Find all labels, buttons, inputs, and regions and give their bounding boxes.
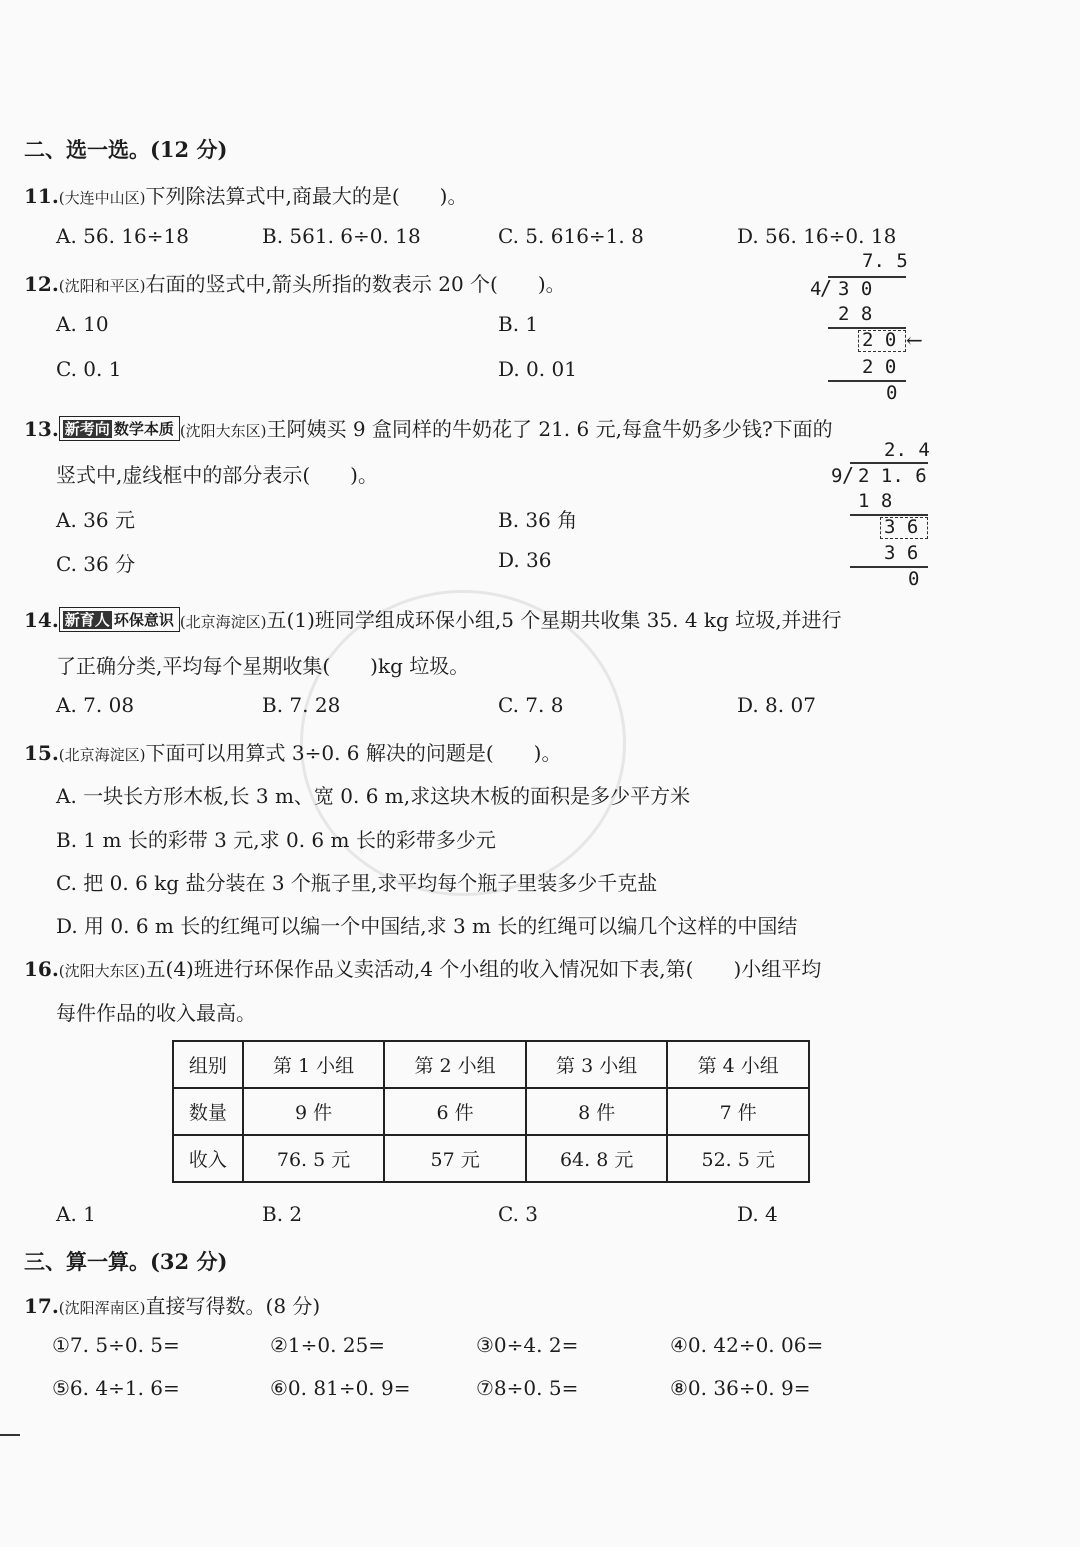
question-13-text-2: 竖式中,虚线框中的部分表示( )。: [56, 463, 378, 487]
question-number: 17.: [24, 1294, 59, 1318]
question-source: (北京海淀区): [58, 746, 146, 764]
division-step-1: 2 8: [838, 303, 873, 325]
q12-option-c: C. 0. 1: [56, 357, 122, 381]
q12-option-d: D. 0. 01: [498, 357, 577, 381]
division-final: 0: [886, 382, 898, 404]
calc-item-1: ①7. 5÷0. 5=: [52, 1333, 180, 1357]
margin-mark: [0, 1434, 20, 1436]
division-divisor: 4: [810, 278, 822, 300]
question-number: 12.: [24, 272, 59, 296]
question-source: (大连中山区): [58, 189, 146, 207]
question-tag: 新育人 环保意识: [59, 607, 180, 632]
table-header-cell: 第 2 小组: [384, 1041, 526, 1088]
table-cell: 7 件: [667, 1088, 809, 1135]
q11-option-c: C. 5. 616÷1. 8: [498, 224, 644, 248]
table-header-cell: 第 4 小组: [667, 1041, 809, 1088]
calc-item-6: ⑥0. 81÷0. 9=: [270, 1376, 411, 1400]
question-text: 下面可以用算式 3÷0. 6 解决的问题是( )。: [145, 741, 562, 765]
question-number: 14.: [24, 608, 59, 632]
section-2-title: 二、选一选。(12 分): [24, 137, 228, 162]
table-cell: 76. 5 元: [243, 1135, 385, 1182]
question-number: 16.: [24, 957, 59, 981]
calc-item-3: ③0÷4. 2=: [476, 1333, 579, 1357]
question-text: 直接写得数。(8 分): [145, 1294, 321, 1318]
table-cell: 数量: [173, 1088, 243, 1135]
question-text: 右面的竖式中,箭头所指的数表示 20 个( )。: [145, 272, 566, 296]
table-header-cell: 第 3 小组: [526, 1041, 668, 1088]
table-row: [173, 1088, 809, 1135]
table-cell: 57 元: [384, 1135, 526, 1182]
arrow-left-icon: ←: [906, 328, 923, 352]
q13-option-c: C. 36 分: [56, 552, 136, 576]
division-bracket: /: [820, 276, 833, 300]
division-remainder: 3 6: [884, 516, 919, 538]
calc-item-2: ②1÷0. 25=: [270, 1333, 386, 1357]
section-3-title: 三、算一算。(32 分): [24, 1249, 228, 1274]
calc-item-5: ⑤6. 4÷1. 6=: [52, 1376, 180, 1400]
question-source: (北京海淀区): [179, 613, 267, 631]
q14-option-b: B. 7. 28: [262, 693, 341, 717]
table-cell: 9 件: [243, 1088, 385, 1135]
question-tag: 新考向 数学本质: [59, 416, 180, 441]
q13-option-b: B. 36 角: [498, 508, 578, 532]
q14-option-d: D. 8. 07: [737, 693, 816, 717]
division-quotient: 2. 4: [884, 439, 930, 461]
sales-table: [172, 1040, 810, 1183]
q14-option-a: A. 7. 08: [56, 693, 135, 717]
q12-option-b: B. 1: [498, 312, 539, 336]
question-16-text-2: 每件作品的收入最高。: [56, 1001, 256, 1025]
question-15: [24, 737, 561, 766]
table-cell: 52. 5 元: [667, 1135, 809, 1182]
question-14-text-2: 了正确分类,平均每个星期收集( )kg 垃圾。: [56, 654, 470, 678]
division-quotient: 7. 5: [862, 250, 908, 272]
q13-option-a: A. 36 元: [56, 508, 135, 532]
q16-option-d: D. 4: [737, 1202, 778, 1226]
q15-option-b: B. 1 m 长的彩带 3 元,求 0. 6 m 长的彩带多少元: [56, 828, 496, 852]
table-cell: 64. 8 元: [526, 1135, 668, 1182]
division-divisor: 9: [831, 465, 843, 487]
question-14: [24, 604, 842, 633]
question-text: 五(4)班进行环保作品义卖活动,4 个小组的收入情况如下表,第( )小组平均: [145, 957, 822, 981]
question-source: (沈阳浑南区): [58, 1299, 146, 1317]
q12-option-a: A. 10: [56, 312, 109, 336]
division-bracket: /: [842, 463, 855, 487]
q15-option-c: C. 把 0. 6 kg 盐分装在 3 个瓶子里,求平均每个瓶子里装多少千克盐: [56, 871, 658, 895]
division-step-2: 3 6: [884, 542, 919, 564]
q16-option-b: B. 2: [262, 1202, 303, 1226]
question-17: [24, 1290, 320, 1319]
question-text: 五(1)班同学组成环保小组,5 个星期共收集 35. 4 kg 垃圾,并进行: [266, 608, 842, 632]
question-number: 11.: [24, 184, 59, 208]
division-dividend: 2 1. 6: [858, 465, 927, 487]
table-cell: 6 件: [384, 1088, 526, 1135]
table-header-cell: 第 1 小组: [243, 1041, 385, 1088]
q14-option-c: C. 7. 8: [498, 693, 564, 717]
table-header-row: [173, 1041, 809, 1088]
question-text: 下列除法算式中,商最大的是( )。: [145, 184, 468, 208]
division-dividend: 3 0: [838, 278, 873, 300]
question-11: [24, 180, 467, 209]
division-final: 0: [908, 568, 920, 590]
question-12: [24, 268, 566, 297]
question-16: [24, 953, 821, 982]
question-13: [24, 413, 833, 442]
calc-item-8: ⑧0. 36÷0. 9=: [670, 1376, 811, 1400]
table-header-cell: 组别: [173, 1041, 243, 1088]
q11-option-a: A. 56. 16÷18: [56, 224, 189, 248]
division-step-2: 2 0: [862, 356, 897, 378]
question-source: (沈阳大东区): [58, 962, 146, 980]
q11-option-b: B. 561. 6÷0. 18: [262, 224, 421, 248]
table-cell: 8 件: [526, 1088, 668, 1135]
q16-option-c: C. 3: [498, 1202, 539, 1226]
question-text: 王阿姨买 9 盒同样的牛奶花了 21. 6 元,每盒牛奶多少钱?下面的: [266, 417, 833, 441]
q11-option-d: D. 56. 16÷0. 18: [737, 224, 897, 248]
question-source: (沈阳大东区): [179, 422, 267, 440]
question-number: 13.: [24, 417, 59, 441]
q15-option-a: A. 一块长方形木板,长 3 m、宽 0. 6 m,求这块木板的面积是多少平方米: [56, 784, 691, 808]
question-source: (沈阳和平区): [58, 277, 146, 295]
division-step-1: 1 8: [858, 490, 893, 512]
q13-option-d: D. 36: [498, 548, 552, 572]
calc-item-4: ④0. 42÷0. 06=: [670, 1333, 824, 1357]
division-remainder: 2 0: [862, 329, 897, 351]
question-number: 15.: [24, 741, 59, 765]
table-cell: 收入: [173, 1135, 243, 1182]
q16-option-a: A. 1: [56, 1202, 96, 1226]
table-row: [173, 1135, 809, 1182]
q15-option-d: D. 用 0. 6 m 长的红绳可以编一个中国结,求 3 m 长的红绳可以编几个这样的中国结: [56, 914, 798, 938]
calc-item-7: ⑦8÷0. 5=: [476, 1376, 579, 1400]
